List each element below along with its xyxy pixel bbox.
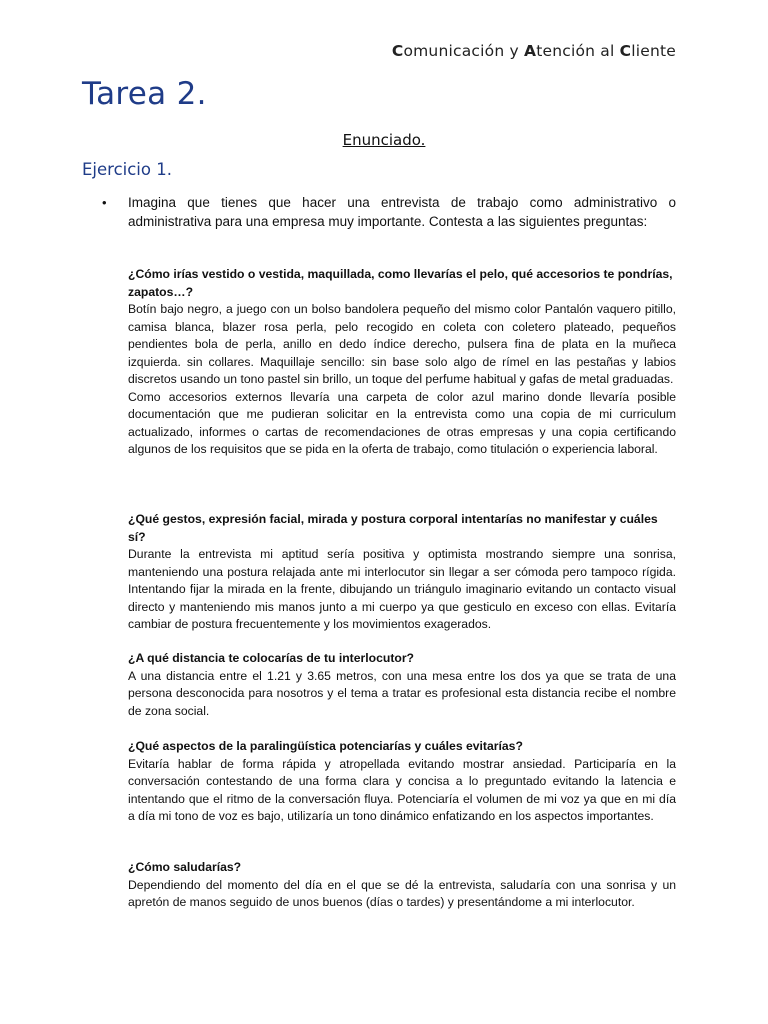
answer-paragraph: Botín bajo negro, a juego con un bolso bandolera pequeño del mismo color Pantalón vaquero pitillo, camisa blanca, blazer rosa perla, pelo recogido en coleta con coletero plateado, pequeños pendientes bola de perla, anillo en dedo índice derecho, pulsera fina de plata en la muñeca izquierda. sin collares. Maquillaje sencillo: sin base solo algo de rímel en las pestañas y labios discretos usando un tono pastel sin brillo, un toque del perfume habitual y gafas de metal graduadas. — [128, 302, 676, 386]
answer-paragraph: Durante la entrevista mi aptitud sería positiva y optimista mostrando siempre una sonrisa, manteniendo una postura relajada ante mi interlocutor sin llegar a ser cómoda pero tampoco rígida. Intentando fijar la mirada en la frente, dibujando un triángulo imaginario evitando un contacto visual directo y manteniendo mis manos junto a mi cuerpo ya que gesticulo en exceso con ellas. Evitaría cambiar de postura frecuentemente y los movimientos exagerados. — [128, 547, 676, 631]
bullet-marker: • — [102, 195, 107, 210]
subtitle: Enunciado. — [342, 131, 426, 149]
answer — [128, 546, 676, 634]
answer — [128, 877, 676, 912]
qa-block-2 — [128, 511, 676, 634]
page-title: Tarea 2. — [82, 76, 207, 112]
answer-paragraph: Evitaría hablar de forma rápida y atropellada evitando mostrar ansiedad. Participaría en la conversación contestando de una forma clara y concisa a lo preguntado evitando la latencia e intentando que el ritmo de la conversación fluya. Potenciaría el volumen de mi voz ya que en mi día a día mi tono de voz es bajo, utilizaría un tono dinámico enfatizando en los aspectos importantes. — [128, 756, 676, 823]
question: ¿A qué distancia te colocarías de tu interlocutor? — [128, 651, 415, 665]
question: ¿Cómo irías vestido o vestida, maquillada, como llevarías el pelo, qué accesorios te pondrías, zapatos…? — [128, 267, 673, 299]
qa-block-1 — [128, 266, 676, 459]
answer — [128, 668, 676, 721]
header-subject: Comunicación y Atención al Cliente — [391, 42, 676, 60]
question: ¿Qué gestos, expresión facial, mirada y postura corporal intentarías no manifestar y cuáles sí? — [128, 512, 658, 544]
answer-paragraph: Como accesorios externos llevaría una carpeta de color azul marino donde llevaría posible documentación que me pudieran solicitar en la entrevista como una copia de mi curriculum actualizado, informes o cartas de recomendaciones de otras empresas y una copia certificando algunos de los requisitos que se pida en la oferta de trabajo, como titulación o experiencia laboral. — [128, 389, 676, 456]
answer-paragraph: A una distancia entre el 1.21 y 3.65 metros, con una mesa entre los dos ya que se trata de una persona desconocida para nosotros y el tema a tratar es profesional esta distancia recibe el nombre de zona social. — [128, 668, 676, 718]
answer — [128, 301, 676, 459]
qa-block-4 — [128, 738, 676, 826]
answer-paragraph: Dependiendo del momento del día en el que se dé la entrevista, saludaría con una sonrisa y un apretón de manos seguido de unos buenos (días o tardes) y presentándome a mi interlocutor. — [128, 877, 676, 909]
question: ¿Cómo saludarías? — [128, 860, 242, 874]
question: ¿Qué aspectos de la paralingüística potenciarías y cuáles evitarías? — [128, 739, 523, 753]
qa-block-5 — [128, 859, 676, 912]
intro-paragraph: Imagina que tienes que hacer una entrevista de trabajo como administrativo o administrativa para una empresa muy importante. Contesta a las siguientes preguntas: — [128, 195, 676, 229]
answer — [128, 756, 676, 826]
exercise-heading: Ejercicio 1. — [82, 160, 172, 179]
qa-block-3 — [128, 650, 676, 720]
